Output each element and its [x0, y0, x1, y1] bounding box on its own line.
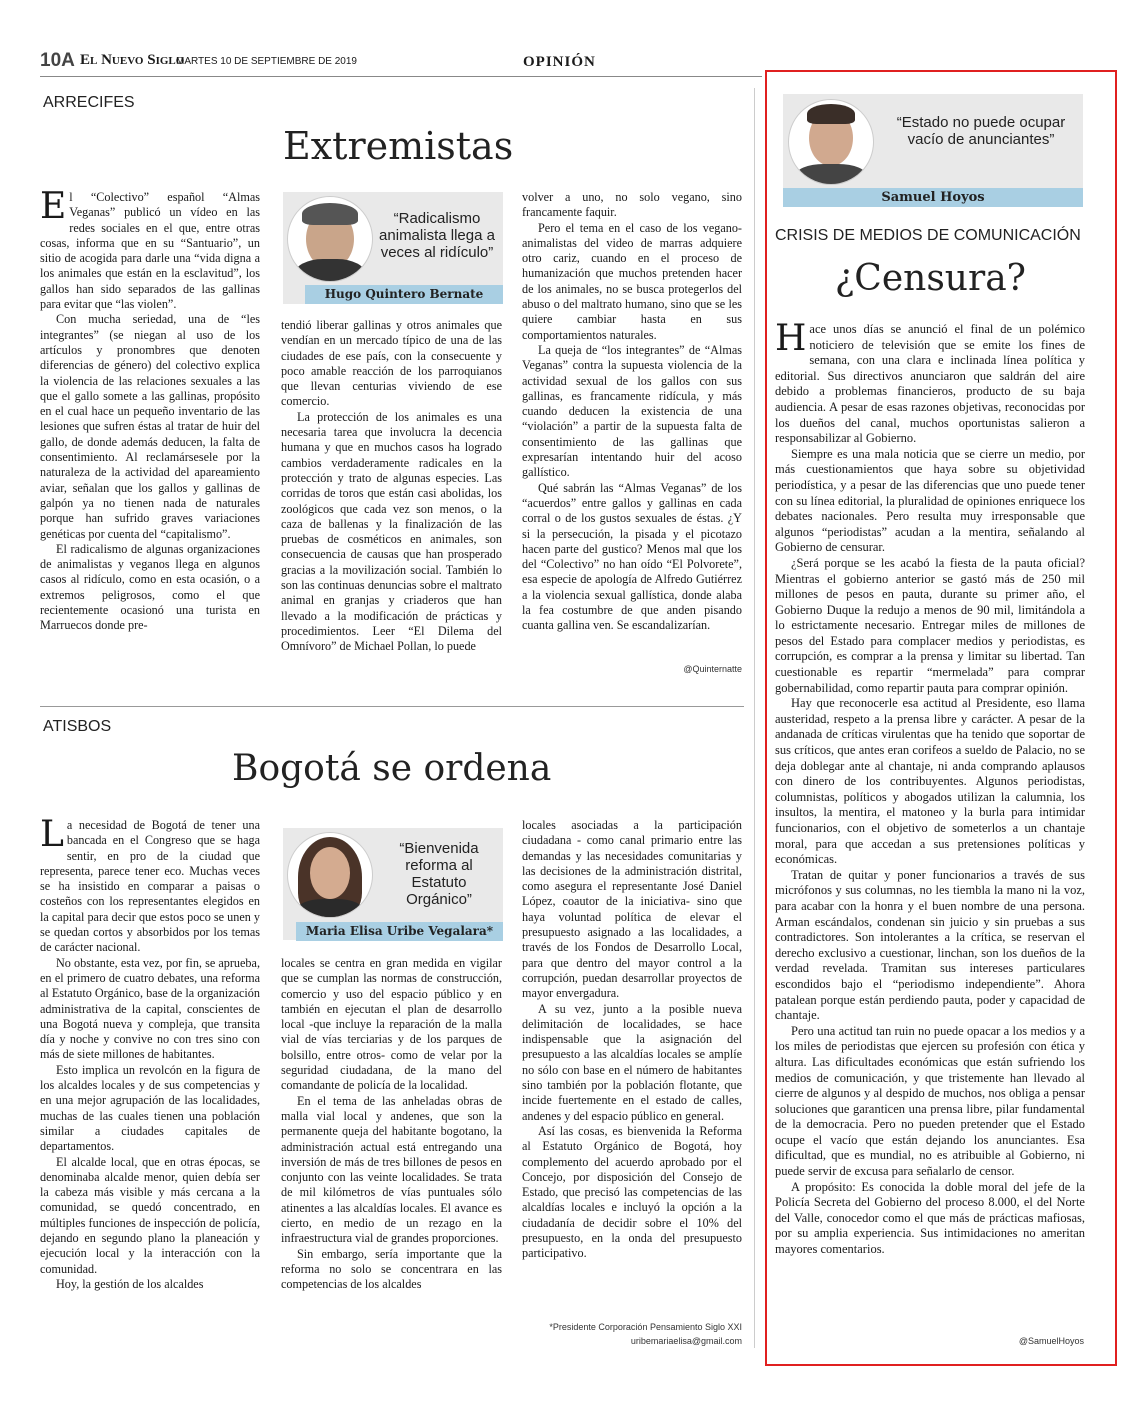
paragraph: Qué sabrán las “Almas Veganas” de los “acuerdos” entre gallos y gallinas en cada corral o de los gustos sexuales de éstas. ¿Y si la persecución, la pisada y el picotazo hacen parte del gustico? Menos mal que los del “Colectivo” no han oído “El Polvorete”, esa especie de apología de Alfredo Gutiérrez a la violencia sexual gallística, donde alaba la fea costumbre de que anden pisando cuanta gallina ven. Se escandalizarían. [522, 480, 742, 633]
paragraph: En el tema de las anheladas obras de malla vial local y andenes, que son la permanente queja del habitante bogotano, la administración actual está entregando una inversión de más de tres billones de pesos en conjunto con las veinte localidades. Se trata de mil kilómetros de vías puntuales sólo atinentes a las alcaldías locales. El avance es cierto, en medio de un rezago en la infraestructura vial de grandes proporciones. [281, 1093, 502, 1246]
paragraph: Hoy, la gestión de los alcaldes [56, 1276, 204, 1291]
column-divider [754, 88, 755, 1348]
paragraph: La protección de los animales es una necesaria tarea que involucra la decencia humana y que en muchos casos ha logrado cambios verdaderamente radicales en la protección y trato de algunas especies. Las corridas de toros que están casi abolidas, los zoológicos que cada vez son menos, o la caza de ballenas y la finalización de las pruebas de cosméticos en animales, son consecuencia de causas que han prosperado gracias a la movilización social. También lo son las continuas denuncias sobre el maltrato animal en granjas y criaderos que han llevado a la modificación de prácticas y procedimientos. Leer “El Dilema del Omnívoro” de Michael Pollan, lo puede [281, 409, 502, 654]
drop-cap: H [775, 322, 807, 359]
paragraph: volver a uno, no solo vegano, sino francamente faquir. [522, 190, 742, 220]
article1-byline: Hugo Quintero Bernate [305, 285, 503, 304]
paragraph: a necesidad de Bogotá de tener una bancada en el Congreso que se haga sentir, en pro de la ciudad que representa, parece tener eco. Muchas veces se ha insistido en comparar a paisas o costeños con los representantes elegidos en la capital para decir que estos poco se unen y se quedan cortos y absorbidos por los temas de carácter nacional. [40, 818, 260, 955]
paragraph: No obstante, esta vez, por fin, se aprueba, en el primero de cuatro debates, una reforma al Estatuto Orgánico, base de la organización administrativa de la capital, conscientes de una Bogotá nueva y compleja, que transita día y noche y convive no con tres sino con más de siete millones de habitantes. [40, 955, 260, 1062]
paragraph: A propósito: Es conocida la doble moral del jefe de la Policía Secreta del Gobierno del proceso 8.000, el del Norte del Valle, conocedor como el que más de prácticas mafiosas, por su amplia experiencia. Sus intimidaciones no ameritan mayores comentarios. [775, 1179, 1085, 1257]
article2-kicker: ATISBOS [43, 718, 112, 735]
article1-handle: @Quinternatte [683, 664, 742, 674]
article2-footnote: *Presidente Corporación Pensamiento Siglo XXI [549, 1322, 742, 1332]
paragraph: La queja de “los integrantes” de “Almas Veganas” contra la supuesta violencia de la actividad sexual de los gallos con sus gallinas, es francamente ridícula, y más cuando deducen la existencia de una “violación” a partir de la supuesta falta de consentimiento de las gallinas que expresarían intentando huir del acoso gallístico. [522, 342, 742, 480]
newspaper-name: El Nuevo Siglo [80, 52, 185, 68]
paragraph: Con mucha seriedad, una de “les integrantes” (se niegan al uso de los artículos y pronombres que denoten diferencias de género) del colectivo explica la violencia de las relaciones sexuales a las que el gallo somete a las gallinas, propósito en el cual hace un pequeño inventario de las lesiones que sufren éstas al tratar de huir del gallo, de donde además deducen, la falta de consentimiento. Al reclamársesele por la naturaleza de la actividad del apareamiento aviar, señalan que los gallos y gallinas de galpón ya no tienen nada de naturales porque han sufrido graves variaciones genéticas por cuenta del “capitalismo”. [40, 312, 260, 541]
paragraph: Siempre es una mala noticia que se cierre un medio, por más cuestionamientos que haya sobre su objetividad periodística, y a pesar de las diferencias que uno puede tener con su línea editorial, la pluralidad de opiniones enriquece los debates nacionales. Pero resulta muy irresponsable que algunos “periodistas” acudan a la mentira, señalando al Gobierno de censurar. [775, 446, 1085, 555]
paragraph: Así las cosas, es bienvenida la Reforma al Estatuto Orgánico de Bogotá, hoy complemento del acuerdo aprobado por el Concejo, por disposición del Consejo de Estado, que precisó las competencias de las alcaldías locales e incluyó la opción a la ciudadanía de decidir sobre el 10% del presupuesto, en la onda del presupuesto participativo. [522, 1123, 742, 1261]
paragraph: Pero una actitud tan ruin no puede opacar a los medios y a los miles de periodistas que ejercen su profesión con ética y altura. Las dificultades económicas que están sufriendo los medios de comunicación, y que tristemente han llevado al cierre de algunos y al despido de muchos, nos obliga a pensar soluciones que garanticen una prensa libre, pilar fundamental de la democracia. Pero no pueden pretender que el Estado ocupe el vacío que están dejando los anunciantes. Esa dificultad, que es mundial, no es atribuible al Gobierno, ni puede servir de excusa para señalarlo de censor. [775, 1023, 1085, 1179]
page-number: 10A [40, 50, 75, 71]
paragraph: l “Colectivo” español “Almas Veganas” publicó un vídeo en las redes sociales en el que, entre otras cosas, informa que en su “Santuario”, un sitio de acogida para darle una “vida digna a los animales que están en la esclavitud”, los gallos han sido separados de las gallinas para evitar que “las violen”. [40, 190, 260, 312]
article1-pull-quote: “Radicalismo animalista llega a veces al ridículo” [379, 210, 495, 261]
article2-column-3 [522, 818, 742, 1318]
paragraph: A su vez, junto a la posible nueva delimitación de localidades, se hace indispensable que la asignación del presupuesto a las alcaldías locales se amplíe no sólo con base en el número de habitantes sino también por la población flotante, que incide fuertemente en el estado de calles, andenes y del espacio público en general. [522, 1001, 742, 1123]
article3-pull-quote: “Estado no puede ocupar vacío de anunciantes” [896, 114, 1066, 148]
article3-handle: @SamuelHoyos [1018, 1336, 1084, 1346]
section-rule [40, 706, 744, 707]
paragraph: tendió liberar gallinas y otros animales que vendían en un mercado típico de una de las ciudades de ese país, con la consecuente y poco amable reacción de los parroquianos que llevan centurias viviendo de ese comercio. [281, 318, 502, 409]
paragraph: locales asociadas a la participación ciudadana - como canal primario entre las demandas y las necesidades comunitarias y las decisiones de la administración distrital, como asegura el representante José Daniel López, coautor de la iniciativa- sino que haya voluntad política de elevar el presupuesto asignado a las localidades, a través de los Fondos de Desarrollo Local, para que dentro del mayor control a la corrupción, puedan desarrollar proyectos de mayor envergadura. [522, 818, 742, 1001]
author-photo [287, 196, 373, 282]
article2-headline: Bogotá se ordena [232, 748, 552, 789]
issue-date: MARTES 10 DE SEPTIEMBRE DE 2019 [176, 56, 357, 67]
article3-headline: ¿Censura? [835, 258, 1026, 299]
article3-kicker: CRISIS DE MEDIOS DE COMUNICACIÓN [775, 227, 1081, 244]
paragraph: ace unos días se anunció el final de un polémico noticiero de televisión que se emite los fines de semana, con una clara e inclinada línea política y editorial. Sus directivos anunciaron que saldrán del aire debido a problemas financieros, producto de su baja audiencia. A pesar de esas razones objetivas, reconocidas por los dueños del canal, muchos oportunistas salieron a responsabilizar al Gobierno. [775, 322, 1085, 446]
article2-column-2 [281, 956, 502, 1352]
paragraph: Tratan de quitar y poner funcionarios a través de sus micrófonos y sus columnas, no les tiembla la mano ni la voz, para acabar con la honra y el buen nombre de una persona. Arman escándalos, condenan sin juicio y sin pruebas a sus contradictores. Son intolerantes a la crítica, se reservan el derecho exclusivo a cuestionar, linchan, son los dueños de la verdad revelada. Tramitan sus intereses particulares escondidos bajo el “periodismo independiente”. Ahora patalean porque están perdiendo pauta, poder y capacidad de chantaje. [775, 867, 1085, 1023]
article1-kicker: ARRECIFES [43, 94, 135, 111]
paragraph: locales se centra en gran medida en vigilar que se cumplan las normas de construcción, comercio y uso del espacio público y en también en ejecutan el plan de desarrollo local -que incluye la reparación de la malla vial de vías terciarias y de los parques de bolsillo, entre otros- como de velar por la seguridad ciudadana, de la mano del comandante de policía de la localidad. [281, 956, 502, 1093]
article3-quote-box [783, 94, 1083, 188]
article2-column-1 [40, 818, 260, 1352]
paragraph: Esto implica un revolcón en la figura de los alcaldes locales y de sus competencias y en una mejor agrupación de las localidades, muchas de las cuales tienen una población similar a ciudades capitales de departamentos. [40, 1062, 260, 1154]
article2-pull-quote: “Bienvenida reforma al Estatuto Orgánico” [399, 840, 479, 908]
author-photo [788, 99, 874, 185]
article2-byline: Maria Elisa Uribe Vegalara* [296, 922, 503, 941]
drop-cap: L [40, 818, 64, 855]
paragraph: Hay que reconocerle esa actitud al Presidente, eso llama austeridad, respeto a la prensa libre y carácter. A pesar de la andanada de críticas virulentas que ha tenido que soportar de sus críticos, que antes eran corifeos a sueldo de Palacio, no se deja doblegar ante al chantaje, ni anda comprando aplausos con dinero de los contribuyentes. Algunos periodistas, columnistas, políticos y abogados utilizan la calumnia, los insultos, la mentira, el matoneo y la burla para intimidar funcionarios, con el objetivo de someterlos a un chantaje moral, para que accedan a sus pretensiones políticas y económicas. [775, 696, 1085, 867]
author-photo [287, 832, 373, 918]
article2-email: uribemariaelisa@gmail.com [630, 1336, 742, 1346]
paragraph: El radicalismo de algunas organizaciones de animalistas y veganos llega en algunos casos al ridículo, como en esta ocasión, o a extremos peligrosos, como el que recientemente ocasionó una turista en Marruecos donde pre- [40, 541, 260, 633]
article1-column-3 [522, 190, 742, 662]
paragraph: ¿Será porque se les acabó la fiesta de la pauta oficial? Mientras el gobierno anterior se gastó más de 250 mil millones de pesos en pauta, durante su primer año, el Gobierno Duque la redujo a menos de 90 mil, limitándola a lo estrictamente necesario. Entregar miles de millones de pesos del Estado para complacer medios y periodistas, es corrupción, es comprar a la prensa y limitar su libertad. Tan cuestionable es repartir “mermelada” para comprar gobernabilidad, como repartir pauta para comprar opinión. [775, 555, 1085, 695]
section-title: OPINIÓN [523, 54, 596, 70]
article3-byline: Samuel Hoyos [783, 188, 1083, 207]
article3-body [775, 322, 1085, 1332]
article1-headline: Extremistas [283, 124, 514, 168]
article1-column-1 [40, 190, 260, 678]
drop-cap: E [40, 190, 67, 227]
masthead-rule [40, 76, 762, 77]
paragraph: El alcalde local, que en otras épocas, se denominaba alcalde menor, quien debía ser la cabeza más visible y más cercana a la comunidad, se quedó concentrado, en múltiples funciones de inspección de policía, dejando en segundo plano la planeación y ejecución local y la interacción con la comunidad. [40, 1154, 260, 1276]
paragraph: Sin embargo, sería importante que la reforma no solo se concentrara en las competencias de los alcaldes [281, 1246, 502, 1292]
article1-column-2 [281, 318, 502, 680]
paragraph: Pero el tema en el caso de los vegano-animalistas del video de marras adquiere otro cariz, cuando en el proceso de humanización que muchos pretenden hacer de los animales, no se busca protegerlos del abuso o del maltrato humano, sino que se les quiere cambiar hasta en sus comportamientos naturales. [522, 220, 742, 342]
